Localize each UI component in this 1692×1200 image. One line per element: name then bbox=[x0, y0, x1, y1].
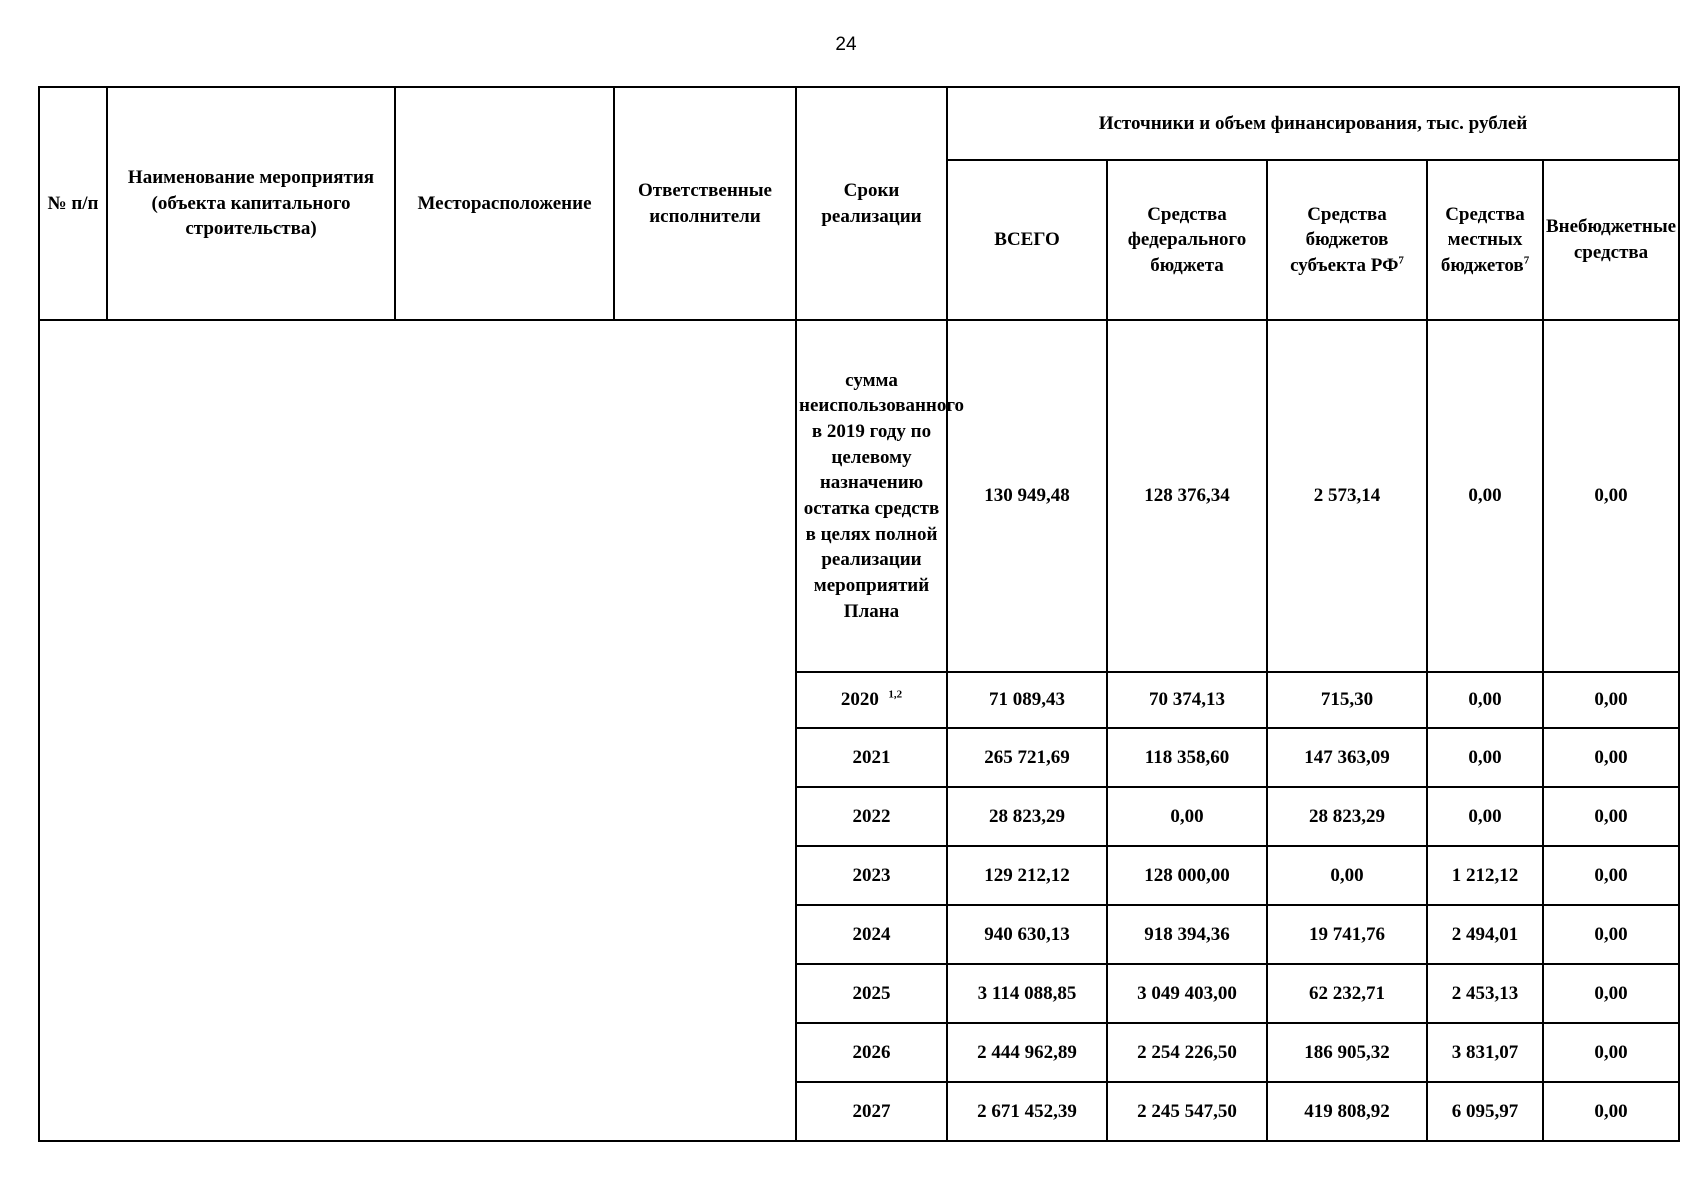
row-regional: 19 741,76 bbox=[1267, 905, 1427, 964]
row-total: 71 089,43 bbox=[947, 672, 1107, 728]
header-sources: Источники и объем финансирования, тыс. рублей bbox=[947, 87, 1679, 160]
header-num: № п/п bbox=[39, 87, 107, 320]
row-period-year: 2020 bbox=[840, 689, 879, 711]
row-extra: 0,00 bbox=[1543, 846, 1679, 905]
row-period-footnote: 1,2 bbox=[888, 688, 903, 701]
row-period: 2026 bbox=[796, 1023, 947, 1082]
merged-blank-cell bbox=[39, 320, 796, 1141]
header-local bbox=[1427, 160, 1543, 320]
page-number: 24 bbox=[835, 34, 857, 55]
row-local: 0,00 bbox=[1427, 787, 1543, 846]
header-total: ВСЕГО bbox=[947, 160, 1107, 320]
row-federal: 2 245 547,50 bbox=[1107, 1082, 1267, 1141]
row-extra: 0,00 bbox=[1543, 964, 1679, 1023]
row-total: 28 823,29 bbox=[947, 787, 1107, 846]
row-extra: 0,00 bbox=[1543, 1082, 1679, 1141]
row-period: 2025 bbox=[796, 964, 947, 1023]
row-local: 2 494,01 bbox=[1427, 905, 1543, 964]
row-total: 2 671 452,39 bbox=[947, 1082, 1107, 1141]
row-period: 2022 bbox=[796, 787, 947, 846]
row-period: 2021 bbox=[796, 728, 947, 787]
row-extra: 0,00 bbox=[1543, 320, 1679, 672]
row-federal: 128 376,34 bbox=[1107, 320, 1267, 672]
financing-table bbox=[38, 86, 1680, 1142]
row-period: сумма неиспользованного в 2019 году по целевому назначению остатка средств в целях полной реализации мероприятий Плана bbox=[796, 320, 947, 672]
row-local: 2 453,13 bbox=[1427, 964, 1543, 1023]
header-location: Месторасположение bbox=[395, 87, 614, 320]
row-period bbox=[796, 672, 947, 728]
row-regional: 0,00 bbox=[1267, 846, 1427, 905]
row-regional: 28 823,29 bbox=[1267, 787, 1427, 846]
table-body bbox=[39, 320, 1679, 1141]
row-total: 2 444 962,89 bbox=[947, 1023, 1107, 1082]
row-local: 0,00 bbox=[1427, 320, 1543, 672]
row-local: 1 212,12 bbox=[1427, 846, 1543, 905]
header-regional-footnote: 7 bbox=[1398, 254, 1404, 267]
row-extra: 0,00 bbox=[1543, 672, 1679, 728]
row-period: 2027 bbox=[796, 1082, 947, 1141]
row-total: 130 949,48 bbox=[947, 320, 1107, 672]
header-responsible: Ответственные исполнители bbox=[614, 87, 796, 320]
row-regional: 419 808,92 bbox=[1267, 1082, 1427, 1141]
header-local-footnote: 7 bbox=[1523, 254, 1530, 267]
header-name: Наименование мероприятия (объекта капитального строительства) bbox=[107, 87, 395, 320]
row-local: 0,00 bbox=[1427, 728, 1543, 787]
header-regional-label: Средства бюджетов субъекта РФ bbox=[1290, 203, 1399, 276]
row-local: 6 095,97 bbox=[1427, 1082, 1543, 1141]
row-federal: 118 358,60 bbox=[1107, 728, 1267, 787]
row-regional: 147 363,09 bbox=[1267, 728, 1427, 787]
header-federal: Средства федерального бюджета bbox=[1107, 160, 1267, 320]
row-period: 2024 bbox=[796, 905, 947, 964]
row-local: 3 831,07 bbox=[1427, 1023, 1543, 1082]
row-federal: 3 049 403,00 bbox=[1107, 964, 1267, 1023]
row-extra: 0,00 bbox=[1543, 728, 1679, 787]
row-federal: 2 254 226,50 bbox=[1107, 1023, 1267, 1082]
row-total: 940 630,13 bbox=[947, 905, 1107, 964]
row-period: 2023 bbox=[796, 846, 947, 905]
header-regional bbox=[1267, 160, 1427, 320]
row-regional: 715,30 bbox=[1267, 672, 1427, 728]
row-federal: 128 000,00 bbox=[1107, 846, 1267, 905]
row-regional: 186 905,32 bbox=[1267, 1023, 1427, 1082]
row-total: 265 721,69 bbox=[947, 728, 1107, 787]
header-term: Сроки реализации bbox=[796, 87, 947, 320]
header-local-label: Средства местных бюджетов bbox=[1440, 203, 1525, 276]
row-federal: 918 394,36 bbox=[1107, 905, 1267, 964]
header-extra: Внебюджетные средства bbox=[1543, 160, 1679, 320]
row-extra: 0,00 bbox=[1543, 1023, 1679, 1082]
table-header bbox=[39, 87, 1679, 320]
row-total: 3 114 088,85 bbox=[947, 964, 1107, 1023]
row-local: 0,00 bbox=[1427, 672, 1543, 728]
row-federal: 0,00 bbox=[1107, 787, 1267, 846]
row-extra: 0,00 bbox=[1543, 787, 1679, 846]
row-regional: 62 232,71 bbox=[1267, 964, 1427, 1023]
row-total: 129 212,12 bbox=[947, 846, 1107, 905]
row-regional: 2 573,14 bbox=[1267, 320, 1427, 672]
row-extra: 0,00 bbox=[1543, 905, 1679, 964]
row-federal: 70 374,13 bbox=[1107, 672, 1267, 728]
table-row bbox=[39, 320, 1679, 672]
